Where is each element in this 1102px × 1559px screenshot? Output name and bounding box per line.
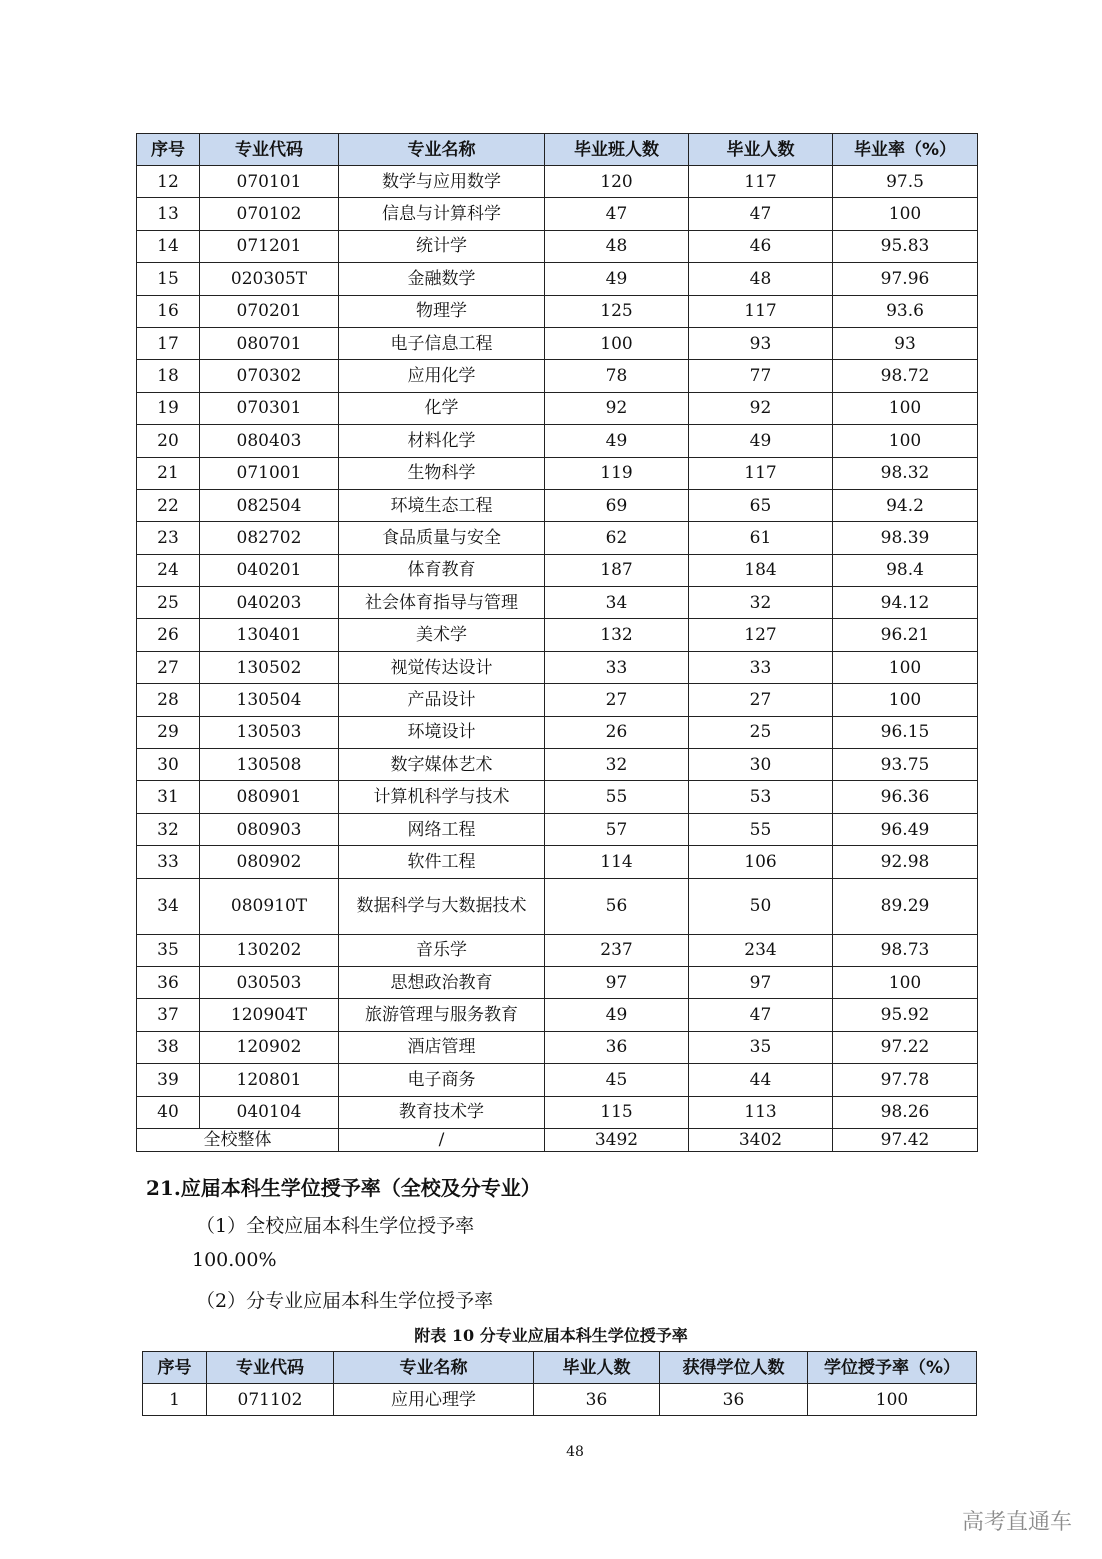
table-cell: 96.36 — [833, 781, 978, 813]
table-cell: 55 — [689, 813, 833, 845]
table-cell: 49 — [545, 999, 689, 1031]
table-cell: 120902 — [200, 1031, 339, 1063]
table-cell: 130202 — [200, 934, 339, 966]
table-header-row — [143, 1352, 977, 1384]
table-cell: 应用心理学 — [334, 1384, 534, 1416]
table-cell: 47 — [689, 999, 833, 1031]
table-cell: 130503 — [200, 716, 339, 748]
table-cell: 100 — [833, 966, 978, 998]
table-row — [137, 166, 978, 198]
table-cell: 音乐学 — [339, 934, 545, 966]
table-cell: 92 — [689, 392, 833, 424]
table-row — [137, 489, 978, 521]
table-cell: 36 — [534, 1384, 660, 1416]
table-cell: 55 — [545, 781, 689, 813]
header-cell: 专业代码 — [200, 134, 339, 166]
table-cell: 33 — [689, 651, 833, 683]
table-caption: 附表 10 分专业应届本科生学位授予率 — [414, 1326, 688, 1345]
table-cell: 117 — [689, 457, 833, 489]
table-cell: 48 — [545, 230, 689, 262]
table-cell: 020305T — [200, 263, 339, 295]
table-row — [137, 1096, 978, 1128]
header-cell: 序号 — [137, 134, 200, 166]
table-cell: 120904T — [200, 999, 339, 1031]
table-cell: 100 — [833, 684, 978, 716]
table-cell: 计算机科学与技术 — [339, 781, 545, 813]
table-cell: 132 — [545, 619, 689, 651]
table-cell: 070301 — [200, 392, 339, 424]
header-cell: 毕业率（%） — [833, 134, 978, 166]
table-cell: 教育技术学 — [339, 1096, 545, 1128]
table-cell: 18 — [137, 360, 200, 392]
header-cell: 序号 — [143, 1352, 207, 1384]
table-cell: 产品设计 — [339, 684, 545, 716]
table-cell: 电子商务 — [339, 1064, 545, 1096]
table-cell: 33 — [137, 846, 200, 878]
table-cell: 环境生态工程 — [339, 489, 545, 521]
header-cell: 学位授予率（%） — [808, 1352, 977, 1384]
degree-rate-table — [142, 1351, 977, 1416]
table-cell: 信息与计算科学 — [339, 198, 545, 230]
table-cell: 50 — [689, 878, 833, 934]
table-cell: 金融数学 — [339, 263, 545, 295]
table-row — [137, 392, 978, 424]
table-row — [137, 457, 978, 489]
table-row — [137, 619, 978, 651]
table-cell: 130502 — [200, 651, 339, 683]
table-cell: 98.4 — [833, 554, 978, 586]
table-cell: 49 — [545, 263, 689, 295]
table-cell: 120 — [545, 166, 689, 198]
table-cell: 33 — [545, 651, 689, 683]
table-cell: 38 — [137, 1031, 200, 1063]
page-number: 48 — [566, 1444, 584, 1460]
table-row — [137, 878, 978, 934]
table-cell: 15 — [137, 263, 200, 295]
table-cell: 234 — [689, 934, 833, 966]
table-cell: 92 — [545, 392, 689, 424]
table-cell: 93 — [833, 327, 978, 359]
table-cell: 24 — [137, 554, 200, 586]
header-cell: 毕业班人数 — [545, 134, 689, 166]
table-cell: 数学与应用数学 — [339, 166, 545, 198]
table-cell: 统计学 — [339, 230, 545, 262]
table-cell: 98.26 — [833, 1096, 978, 1128]
table-cell: 070101 — [200, 166, 339, 198]
table-cell: 071201 — [200, 230, 339, 262]
table-cell: 25 — [137, 587, 200, 619]
table-cell: 13 — [137, 198, 200, 230]
watermark-text: 高考直通车 — [961, 1510, 1072, 1535]
table-cell: 应用化学 — [339, 360, 545, 392]
table-row — [137, 1064, 978, 1096]
subheading-major: （2）分专业应届本科生学位授予率 — [196, 1290, 494, 1312]
header-cell: 专业代码 — [207, 1352, 334, 1384]
header-cell: 专业名称 — [339, 134, 545, 166]
table-row — [137, 327, 978, 359]
table-cell: 97.5 — [833, 166, 978, 198]
table-cell: 94.12 — [833, 587, 978, 619]
table-cell: 082702 — [200, 522, 339, 554]
table-row — [137, 587, 978, 619]
table-cell: 040104 — [200, 1096, 339, 1128]
table-cell: 071001 — [200, 457, 339, 489]
total-cell: / — [339, 1128, 545, 1151]
table-cell: 40 — [137, 1096, 200, 1128]
table-cell: 96.49 — [833, 813, 978, 845]
table-row — [137, 716, 978, 748]
table-cell: 080403 — [200, 425, 339, 457]
table-cell: 070302 — [200, 360, 339, 392]
table-cell: 32 — [137, 813, 200, 845]
table-cell: 27 — [545, 684, 689, 716]
table-cell: 22 — [137, 489, 200, 521]
table-cell: 080903 — [200, 813, 339, 845]
table-cell: 32 — [689, 587, 833, 619]
table-cell: 环境设计 — [339, 716, 545, 748]
table-cell: 100 — [833, 425, 978, 457]
table-cell: 酒店管理 — [339, 1031, 545, 1063]
table-cell: 95.83 — [833, 230, 978, 262]
table-cell: 98.72 — [833, 360, 978, 392]
table-cell: 17 — [137, 327, 200, 359]
table-cell: 26 — [545, 716, 689, 748]
table-cell: 100 — [833, 198, 978, 230]
table-cell: 49 — [545, 425, 689, 457]
table-cell: 62 — [545, 522, 689, 554]
table-cell: 39 — [137, 1064, 200, 1096]
table-cell: 119 — [545, 457, 689, 489]
table-cell: 082504 — [200, 489, 339, 521]
table-cell: 36 — [545, 1031, 689, 1063]
table-cell: 98.32 — [833, 457, 978, 489]
table-cell: 电子信息工程 — [339, 327, 545, 359]
table-cell: 36 — [137, 966, 200, 998]
subheading-school: （1）全校应届本科生学位授予率 — [196, 1215, 475, 1237]
table-cell: 食品质量与安全 — [339, 522, 545, 554]
header-cell: 毕业人数 — [689, 134, 833, 166]
table-cell: 26 — [137, 619, 200, 651]
table-cell: 数字媒体艺术 — [339, 749, 545, 781]
table-cell: 材料化学 — [339, 425, 545, 457]
table-cell: 29 — [137, 716, 200, 748]
table-cell: 思想政治教育 — [339, 966, 545, 998]
table-cell: 23 — [137, 522, 200, 554]
table-row — [137, 522, 978, 554]
section-heading: 21.应届本科生学位授予率（全校及分专业） — [146, 1176, 541, 1200]
table-cell: 69 — [545, 489, 689, 521]
table-cell: 16 — [137, 295, 200, 327]
table-cell: 93.75 — [833, 749, 978, 781]
table-cell: 080910T — [200, 878, 339, 934]
table-cell: 美术学 — [339, 619, 545, 651]
table-cell: 130504 — [200, 684, 339, 716]
table-cell: 30 — [137, 749, 200, 781]
table-cell: 65 — [689, 489, 833, 521]
table-cell: 46 — [689, 230, 833, 262]
table-cell: 14 — [137, 230, 200, 262]
table-cell: 物理学 — [339, 295, 545, 327]
total-cell: 3402 — [689, 1128, 833, 1151]
table-cell: 48 — [689, 263, 833, 295]
table-cell: 27 — [689, 684, 833, 716]
table-row — [137, 684, 978, 716]
table-header-row — [137, 134, 978, 166]
table-cell: 070201 — [200, 295, 339, 327]
table-cell: 56 — [545, 878, 689, 934]
table-cell: 27 — [137, 651, 200, 683]
table-row — [137, 263, 978, 295]
table-cell: 78 — [545, 360, 689, 392]
table-cell: 114 — [545, 846, 689, 878]
table-cell: 120801 — [200, 1064, 339, 1096]
total-cell: 3492 — [545, 1128, 689, 1151]
total-row — [137, 1128, 978, 1151]
table-row — [137, 813, 978, 845]
table-cell: 100 — [833, 392, 978, 424]
graduation-rate-table — [136, 133, 978, 1152]
table-cell: 89.29 — [833, 878, 978, 934]
table-cell: 35 — [689, 1031, 833, 1063]
table-cell: 130508 — [200, 749, 339, 781]
table-row — [137, 781, 978, 813]
table-cell: 97.96 — [833, 263, 978, 295]
table-cell: 237 — [545, 934, 689, 966]
table-cell: 94.2 — [833, 489, 978, 521]
table-cell: 77 — [689, 360, 833, 392]
table-cell: 30 — [689, 749, 833, 781]
table-cell: 36 — [660, 1384, 808, 1416]
table-row — [137, 554, 978, 586]
table-cell: 社会体育指导与管理 — [339, 587, 545, 619]
table-cell: 95.92 — [833, 999, 978, 1031]
table-row — [137, 1031, 978, 1063]
table-cell: 115 — [545, 1096, 689, 1128]
table-cell: 61 — [689, 522, 833, 554]
table-cell: 93 — [689, 327, 833, 359]
table-cell: 旅游管理与服务教育 — [339, 999, 545, 1031]
table-cell: 125 — [545, 295, 689, 327]
table-cell: 12 — [137, 166, 200, 198]
table-row — [137, 198, 978, 230]
table-row — [137, 651, 978, 683]
table-row — [143, 1384, 977, 1416]
table-cell: 49 — [689, 425, 833, 457]
school-degree-rate: 100.00% — [192, 1249, 277, 1271]
table-cell: 生物科学 — [339, 457, 545, 489]
table-cell: 98.73 — [833, 934, 978, 966]
header-cell: 专业名称 — [334, 1352, 534, 1384]
table-cell: 软件工程 — [339, 846, 545, 878]
total-label: 全校整体 — [137, 1128, 339, 1151]
table-cell: 127 — [689, 619, 833, 651]
table-row — [137, 360, 978, 392]
table-row — [137, 934, 978, 966]
table-cell: 97.22 — [833, 1031, 978, 1063]
table-cell: 32 — [545, 749, 689, 781]
table-cell: 96.15 — [833, 716, 978, 748]
table-cell: 化学 — [339, 392, 545, 424]
table-cell: 040201 — [200, 554, 339, 586]
table-cell: 1 — [143, 1384, 207, 1416]
table-row — [137, 999, 978, 1031]
table-row — [137, 295, 978, 327]
table-cell: 34 — [137, 878, 200, 934]
table-cell: 20 — [137, 425, 200, 457]
table-cell: 45 — [545, 1064, 689, 1096]
table-cell: 130401 — [200, 619, 339, 651]
table-cell: 97 — [545, 966, 689, 998]
table-cell: 071102 — [207, 1384, 334, 1416]
table-cell: 080701 — [200, 327, 339, 359]
table-cell: 080901 — [200, 781, 339, 813]
table-cell: 100 — [545, 327, 689, 359]
table-cell: 体育教育 — [339, 554, 545, 586]
table-cell: 97 — [689, 966, 833, 998]
table-row — [137, 749, 978, 781]
table-cell: 数据科学与大数据技术 — [339, 878, 545, 934]
table-cell: 106 — [689, 846, 833, 878]
table-cell: 31 — [137, 781, 200, 813]
table-cell: 070102 — [200, 198, 339, 230]
table-cell: 030503 — [200, 966, 339, 998]
table-cell: 117 — [689, 295, 833, 327]
table-cell: 92.98 — [833, 846, 978, 878]
table-cell: 100 — [808, 1384, 977, 1416]
table-row — [137, 425, 978, 457]
table-cell: 25 — [689, 716, 833, 748]
table-cell: 97.78 — [833, 1064, 978, 1096]
table-cell: 93.6 — [833, 295, 978, 327]
table-cell: 37 — [137, 999, 200, 1031]
table-cell: 184 — [689, 554, 833, 586]
table-row — [137, 230, 978, 262]
table-cell: 080902 — [200, 846, 339, 878]
table-cell: 113 — [689, 1096, 833, 1128]
table-cell: 57 — [545, 813, 689, 845]
table-cell: 网络工程 — [339, 813, 545, 845]
table-cell: 28 — [137, 684, 200, 716]
table-cell: 视觉传达设计 — [339, 651, 545, 683]
table-cell: 47 — [545, 198, 689, 230]
table-cell: 21 — [137, 457, 200, 489]
table-row — [137, 966, 978, 998]
header-cell: 毕业人数 — [534, 1352, 660, 1384]
table-cell: 98.39 — [833, 522, 978, 554]
table-cell: 96.21 — [833, 619, 978, 651]
total-cell: 97.42 — [833, 1128, 978, 1151]
table-cell: 040203 — [200, 587, 339, 619]
header-cell: 获得学位人数 — [660, 1352, 808, 1384]
table-cell: 35 — [137, 934, 200, 966]
table-cell: 187 — [545, 554, 689, 586]
table-row — [137, 846, 978, 878]
table-cell: 117 — [689, 166, 833, 198]
table-cell: 34 — [545, 587, 689, 619]
table-cell: 53 — [689, 781, 833, 813]
table-cell: 100 — [833, 651, 978, 683]
table-cell: 44 — [689, 1064, 833, 1096]
table-cell: 47 — [689, 198, 833, 230]
table-cell: 19 — [137, 392, 200, 424]
